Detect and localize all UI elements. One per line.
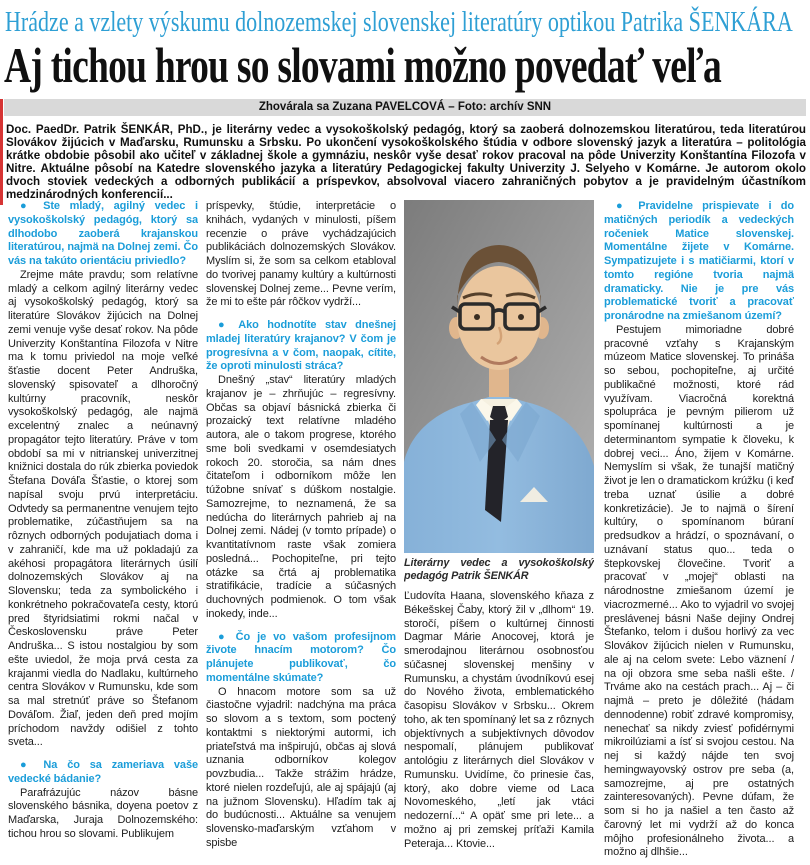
byline: Zhovárala sa Zuzana PAVELCOVÁ – Foto: archív SNN xyxy=(4,99,806,116)
interview-question: ● Na čo sa zameriava vaše vedecké bádanie? xyxy=(8,759,198,785)
article-column-3 xyxy=(404,200,594,864)
interview-question: ● Pravidelne prispievate i do matičných periodík a vedeckých ročeniek Matice slovenskej. Momentálne žijete v Komárne. Sympatizujete i s matičiarmi, ktorí v tomto regióne tvoria najmä dramaticky. Nie je pre vás problematické tvoriť a pracovať pronárodne na zmiešanom území? xyxy=(604,200,794,322)
interview-answer: O hnacom motore som sa už čiastočne vyjadril: nadchýna ma práca so slovom a s textom, som poctený kontaktmi s niektorými autormi, ich priateľstvá ma inšpirujú, občas aj slová uznania odborníkov kolegov povzbudia... Takže strážim hrádze, ktoré nielen rozdeľujú, ale aj spájajú (aj na južnom Slovensku). Hľadím tak aj do budúcnosti... Aktuálne sa venujem slovensko-maďarským vzťahom v spisbe xyxy=(206,685,396,849)
interview-answer: Zrejme máte pravdu; som relatívne mladý a celkom agilný literárny vedec aj vysokoškolský pedagóg, ktorý sa literatúre Slovákov žijúcich na Dolnej zemi venuje vyše desať rokov. Na pôde Univerzity Konštantína Filozofa v Nitre ma k tomu priviedol na moje veľké šťastie docent Peter Andruška, slovenský spisovateľ a dlhoročný kultúrny pracovník, neskôr vysokoškolský pedagóg, ale najmä excelentný znalec a neúnavný propagátor tejto literatúry. Práve v tom období sa mi v nitrianskej univerzitnej knižnici dostala do rúk zbierka poviedok Štefana Dováľa Šťastie, o ktorej som napísal svoju prvú interpretáciu. Odvtedy sa permanentne venujem tejto problematike, zúčastňujem sa na rôznych odborných podujatiach doma i v zahraničí, kde ma už pokladajú za akéhosi propagátora literárnych úsilí dolnozemských Slovákov aj na Slovensku; teda za symbolického i konkrétneho pokračovateľa cesty, ktorú pred štyridsiatimi rokmi načal v Československu práve Peter Andruška... S istou nostalgiou by som ešte uviedol, že moja prvá cesta za krajanmi viedla do Nadlaku, kultúrneho centra Slovákov v Rumunsku, kde som sa mal stretnúť práve so Štefanom Dováľom. Žiaľ, jeden deň pred mojím príchodom navždy odišiel z tohto sveta... xyxy=(8,268,198,749)
article-column-2 xyxy=(206,200,396,864)
interview-question: ● Ste mladý, agilný vedec i vysokoškolský pedagóg, ktorý sa dlhodobo zaoberá krajanskou literatúrou, najmä na Dolnej zemi. Čo vás na takúto orientáciu priviedlo? xyxy=(8,200,198,267)
interview-answer: Pestujem mimoriadne dobré pracovné vzťahy s Krajanským múzeom Matice slovenskej. To prináša so sebou, pochopiteľne, aj určité publikačné možnosti, ktoré rád využívam. Viacročná korektná spolupráca je pevným pilierom už spomínanej kultúrnosti a je determinantom sympatie k človeku, k dobrej veci... Áno, žijem v Komárne. Nemyslím si však, že tunajší matičný život je len o dramatickom krúžku (i keď treba uznať úsilie a dobré konkretizácie). Je to najmä o šírení kultúry, o spomínanom búraní predsudkov a hrádzí, o spoznávaní, o uznávaní status quo... teda o štepkovskej človečine. Tvoriť a pracovať v „mojej“ oblasti na národnostne zmiešanom území je viacrozmerné... Ako to vyjadril vo svojej preslávenej básni Naše dejiny Ondrej Štefanko, telom i dušou horlivý za vec Slovákov žijúcich nielen v Rumunsku, ale aj na celom svete: Lebo väznení / na oji obzora sme seba našli ešte. / Trváme ako na cestách prach... Aj – či najmä – preto je dôležité (hádam dennodenne) robiť zdravé kompromisy, nenechať sa nikdy zviesť pofidérnymi mikroilúziami a ísť si svojou cestou. Na nej si každý nájde ten svoj hemingwayovský ostrov pre seba (a, samozrejme, aj pre ostatných zainteresovaných). Pevne dúfam, že som si ho ja našiel a ten často až čarovný let mi vydrží až do konca môjho profesionálneho života... a možno aj dlhšie... xyxy=(604,323,794,859)
interview-question: ● Čo je vo vašom profesijnom živote hnacím motorom? Čo plánujete publikovať, čo momentálne skúmate? xyxy=(206,630,396,684)
interview-question: ● Ako hodnotíte stav dnešnej mladej literatúry krajanov? V čom je progresívna a v čom, naopak, cítite, že oproti minulosti stráca? xyxy=(206,319,396,373)
article-column-1 xyxy=(8,200,198,864)
interview-answer-continued: príspevky, štúdie, interpretácie o knihách, vydaných v minulosti, píšem recenzie o práve vychádzajúcich publikáciách dolnozemských Slovákov. Myslím si, že som sa celkom etabloval do tvorivej panamy kultúry a kultúrnosti slovenskej Dolnej zeme... Pevne verím, že mi to ešte pár rôčkov vydrží... xyxy=(206,200,396,309)
red-accent-bar xyxy=(0,99,3,205)
intro-paragraph: Doc. PaedDr. Patrik ŠENKÁR, PhD., je literárny vedec a vysokoškolský pedagóg, ktorý sa zaoberá dolnozemskou literatúrou, teda literatúrou Slovákov žijúcich v Maďarsku, Rumunsku a Srbsku. Po ukončení vysokoškolského štúdia v odbore slovenský jazyk a literatúra – politológia krátke obdobie pôsobil ako učiteľ v základnej škole a gymnáziu, neskôr vyše desať rokov pracoval na pôde Univerzity Konštantína Filozofa v Nitre. Aktuálne pôsobí na Katedre slovenského jazyka a literatúry Pedagogickej fakulty Univerzity J. Selyeho v Komárne. Je autorom okolo dvoch stoviek vedeckých a odborných publikácií a príspevkov, absolvoval viacero zahraničných pobytov a je pravidelným účastníkom medzinárodných konferencií... xyxy=(6,123,806,202)
interview-answer-continued: Ľudovíta Haana, slovenského kňaza z Békešskej Čaby, ktorý žil v „dlhom“ 19. storočí, píšem o kultúrnej činnosti Dagmar Márie Anocovej, ktorá je smerodajnou literárnou osobnosťou súčasnej slovenskej menšiny v Rumunsku, a chystám úvodníkovú esej do Nového života, emblematického časopisu Slovákov v Srbsku... Okrem toho, ak ten spomínaný let sa z rôznych objektívnych a subjektívnych dôvodov nespomalí, plánujem publikovať antológiu z literárnych diel Slovákov v Rumunsku. Uvidíme, čo prinesie čas, ktorý, ako dobre vieme od Laca Novomeského, „letí jak vtáci nedozerní...“ A opäť sme pri lete... a možno aj pri zemskej príťaži Kamila Peteraja... Ktovie... xyxy=(404,590,594,850)
face xyxy=(457,266,541,370)
kicker-headline: Hrádze a vzlety výskumu dolnozemskej slovenskej literatúry optikou Patrika ŠENKÁRA xyxy=(5,6,793,38)
main-headline: Aj tichou hrou so slovami možno povedať veľa xyxy=(4,37,721,93)
photo-caption: Literárny vedec a vysokoškolský pedagóg Patrik ŠENKÁR xyxy=(404,557,594,582)
article-column-4 xyxy=(604,200,794,864)
eye-right xyxy=(518,314,524,320)
portrait-photo xyxy=(404,200,594,553)
interview-answer: Dnešný „stav“ literatúry mladých krajanov je – zhrňujúc – regresívny. Občas sa objaví básnická zbierka či prozaický text relatívne mladého autora, ale o takom progrese, ktorého sme boli svedkami v osemdesiatych rokoch 20. storočia, sa nám dnes čitateľom i odborníkom môže len túžobne snívať s dúškom nostalgie. Samozrejme, to neznamená, že sa nedúcha do literárnych pahrieb aj na Dolnej zemi. Nádej (v tomto prípade) o kvantitatívnom raste však zomiera posledná... Pochopiteľne, pri tejto otázke sa črtá aj problematika stratifikácie, tradície a súčasných duchovných podmienok. O tom však inokedy, inde... xyxy=(206,374,396,620)
interview-answer: Parafrázujúc názov básne slovenského básnika, doyena poetov z Maďarska, Juraja Dolnozemského: tichou hrou so slovami. Publikujem xyxy=(8,786,198,840)
eye-left xyxy=(474,314,480,320)
